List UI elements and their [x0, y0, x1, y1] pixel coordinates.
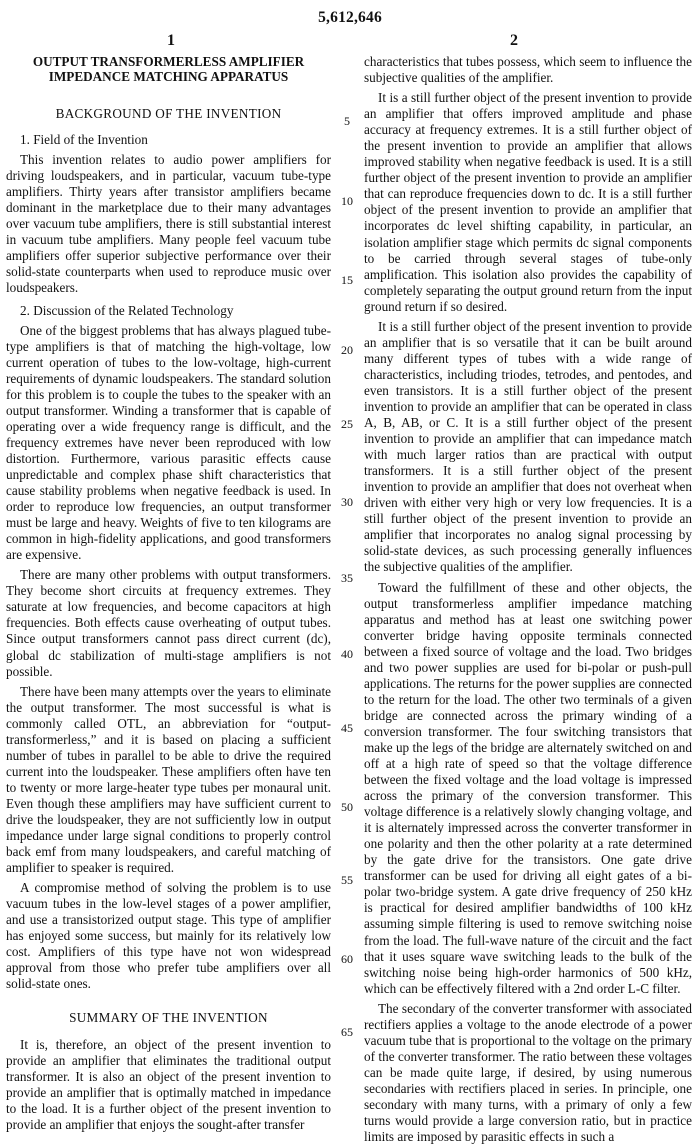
column-number-right: 2: [510, 32, 518, 49]
summary-paragraph-1: It is, therefore, an object of the present invention to provide an amplifier that eliminates the traditional output transformer. It is also an object of the present invention to provide an amplifier that is optimally matched in impedance to the load. It is a further object of the present invention to provide an amplifier that enjoys the sought-after transfer: [6, 1036, 331, 1132]
right-column: [364, 54, 692, 1145]
column-number-left: 1: [167, 32, 175, 49]
right-paragraph-4: The secondary of the converter transformer with associated rectifiers applies a voltage to the anode electrode of a power vacuum tube that is proportional to the voltage on the primary of the converter transformer. The ratio between these voltages can be made quite large, if desired, by using numerous secondaries with rectifiers placed in series. In principle, one secondary with many turns, with a primary of only a few turns would provide a large conversion ratio, but in practice limits are imposed by parasitic effects in such a: [364, 1000, 692, 1145]
left-column: [6, 54, 331, 1133]
patent-number: 5,612,646: [318, 9, 382, 26]
right-paragraph-1: It is a still further object of the present invention to provide an amplifier that offers improved amplitude and phase accuracy at frequency extremes. It is a still further object of the present invention to provide an amplifier that allows improved stability when negative feedback is used. It is a still further object of the present invention to provide an amplifier that can reproduce frequencies down to dc. It is a still further object of the present invention to provide an amplifier that incorporates dc level shifting capability, in particular, an isolation amplifier stage which permits dc signal components to be carried through several stages of tube-only amplification. This isolation also provides the capability of completely separating the output ground return from the input ground return if so desired.: [364, 90, 692, 314]
line-number: 60: [341, 952, 353, 966]
title-line-2: IMPEDANCE MATCHING APPARATUS: [48, 69, 289, 84]
discussion-paragraph-3: There have been many attempts over the years to eliminate the output transformer. The most successful is what is commonly called OTL, an abbreviation for “output-transformerless,” and it is based on placing a sufficient number of tubes in parallel to be able to drive the required current into the loudspeaker. These amplifiers often have ten to twenty or more large-heater type tubes per monaural unit. Even though these amplifiers may have sufficient current to drive the loudspeaker, they are not sufficiently low in output impedance under large signal conditions to properly control back emf from many loudspeakers, and careful matching of amplifier to speaker is required.: [6, 683, 331, 876]
title-line-1: OUTPUT TRANSFORMERLESS AMPLIFIER: [32, 54, 305, 69]
line-number: 10: [341, 194, 353, 208]
line-number: 50: [341, 800, 353, 814]
discussion-paragraph-4: A compromise method of solving the problem is to use vacuum tubes in the low-level stages of a power amplifier, and use a transistorized output stage. This type of amplifier has enjoyed some success, but mainly for its relatively low cost. Amplifiers of this type have not won widespread approval from those who prefer tube amplifiers over all solid-state ones.: [6, 880, 331, 992]
summary-heading: SUMMARY OF THE INVENTION: [69, 1010, 268, 1026]
line-number: 45: [341, 721, 353, 735]
line-number: 15: [341, 273, 353, 287]
field-heading: 1. Field of the Invention: [20, 132, 148, 148]
line-number: 35: [341, 571, 353, 585]
line-number: 25: [341, 417, 353, 431]
right-paragraph-3: Toward the fulfillment of these and other objects, the output transformerless amplifier impedance matching apparatus and method has at least one switching power converter bridge having opposite terminals connected between a fixed source of voltage and the load. Two bridges and two power supplies are used for bi-polar or push-pull applications. The returns for the power supplies are connected to the return for the load. The other two terminals of a given bridge are connected across the primary winding of a conversion transformer. The four switching transistors that make up the legs of the bridge are alternately switched on and off at a high rate of speed so that the voltage difference between the fixed voltage and the load voltage is impressed across the primary of the conversion transformer. This voltage difference is a relatively slowly changing voltage, and it is alternately impressed across the converter transformer in one polarity and then the other polarity at a rate determined by the gate drive for the transistors. One gate drive transformer can be used for driving all eight gates of a bi-polar two-bridge system. A gate drive frequency of 250 kHz is practical for desired amplifier bandwidths of 100 kHz assuming simple filtering is used to remove switching noise from the load. The full-wave nature of the circuit and the fact that it uses square wave switching leads to the bulk of the switching noise being high-order harmonics of 500 kHz, which can be effectively filtered with a 2nd order L-C filter.: [364, 579, 692, 996]
line-number: 55: [341, 873, 353, 887]
discussion-paragraph-1: One of the biggest problems that has always plagued tube-type amplifiers is that of matching the high-voltage, low current operation of tubes to the low-voltage, high-current requirements of dynamic loudspeakers. The standard solution for this problem is to couple the tubes to the speaker with an output transformer. Winding a transformer that is capable of operating over a wide frequency range is difficult, and the frequency extremes have never been reproduced with low distortion. Furthermore, various parasitic effects cause unpredictable and complex phase shift characteristics that cause stability problems when negative feedback is used. In order to reproduce low frequencies, an output transformer must be large and heavy. Weights of five to ten kilograms are common in high-fidelity applications, and good transformers are expensive.: [6, 322, 331, 563]
background-heading: BACKGROUND OF THE INVENTION: [55, 106, 282, 121]
line-number: 40: [341, 647, 353, 661]
field-paragraph: This invention relates to audio power amplifiers for driving loudspeakers, and in particular, vacuum tube-type amplifiers. Thirty years after transistor amplifiers became dominant in the marketplace due to their many advantages over vacuum tube amplifiers, there is still substantial interest in vacuum tube amplifiers. Many people feel vacuum tube amplifiers offer superior subjective performance over their solid-state counterparts when used to reproduce music over loudspeakers.: [6, 152, 331, 296]
patent-title: [6, 54, 331, 84]
right-paragraph-0: characteristics that tubes possess, which seem to influence the subjective qualities of the amplifier.: [364, 54, 692, 86]
line-number: 20: [341, 343, 353, 357]
discussion-paragraph-2: There are many other problems with output transformers. They become short circuits at frequency extremes. They saturate at low frequencies, and become capacitors at high frequencies. Both effects cause overheating of output tubes. Since output transformers cannot pass direct current (dc), global dc stabilization of multi-stage amplifiers is not possible.: [6, 567, 331, 679]
line-number: 30: [341, 495, 353, 509]
discussion-heading: 2. Discussion of the Related Technology: [20, 302, 234, 318]
line-number: 65: [341, 1025, 353, 1039]
right-paragraph-2: It is a still further object of the present invention to provide an amplifier that is so versatile that it can be built around many different types of tubes with a wide range of characteristics, including triodes, tetrodes, and pentodes, and even transistors. It is a still further object of the present invention to provide an amplifier that can be operated in class A, B, AB, or C. It is a still further object of the present invention to provide an amplifier that can impedance match with much larger ratios than are practical with output transformers. It is a still further object of the present invention to provide an amplifier that does not overheat when driven with either very high or very low frequencies. It is a still further object of the present invention to provide an amplifier that incorporates no analog signal processing by solid-state devices, as such processing generally influences the subjective qualities of the amplifier.: [364, 318, 692, 575]
line-number: 5: [344, 114, 350, 128]
